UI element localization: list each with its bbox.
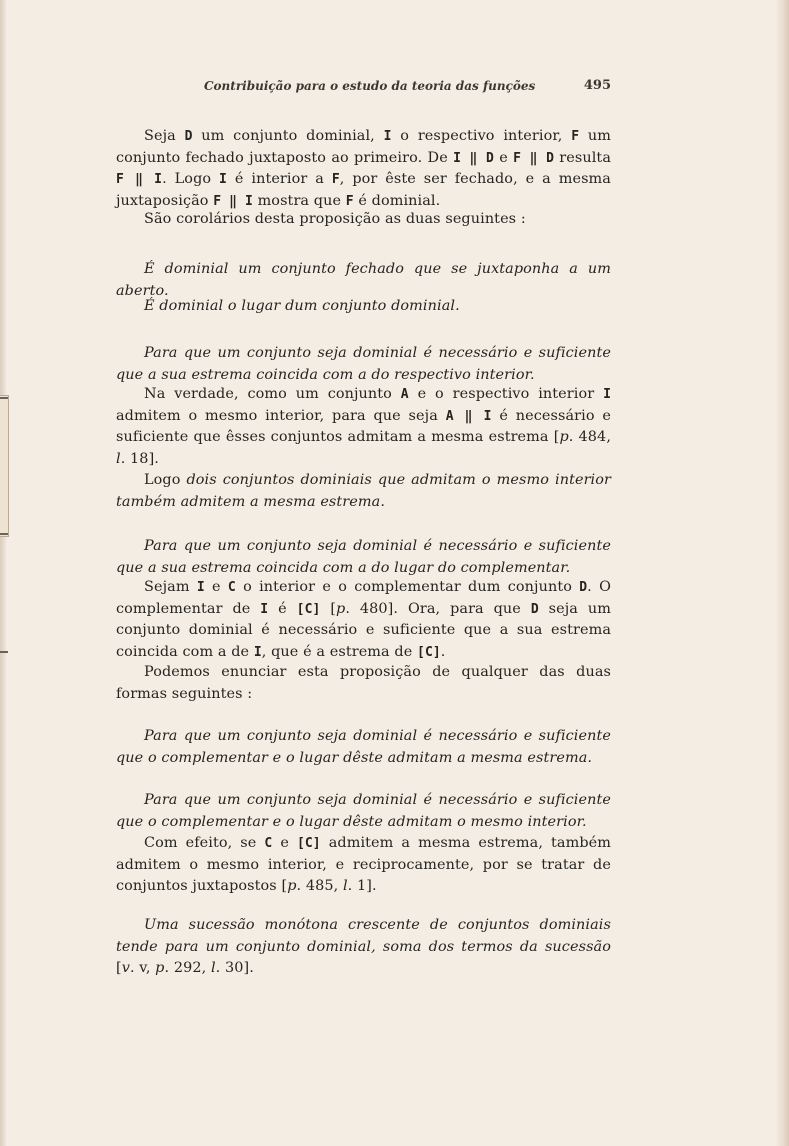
proposition-2: Para que um conjunto seja dominial é necessário e suficiente que a sua estrema coincida com a do lugar do complementar. (116, 538, 611, 576)
paragraph-5: Sejam I e C o interior e o complementar dum conjunto D. O complementar de I é [C] [p. 480]. Ora, para que D seja um conjunto dominial é necessário e suficiente que a sua estrema coincida com a de I, que é a estrema de [C]. (116, 579, 611, 661)
corollary-1: É dominial um conjunto fechado que se juxtaponha a um aberto. (116, 261, 611, 299)
page-left-edge (0, 0, 6, 1146)
paragraph-2: São corolários desta proposição as duas seguintes : (144, 211, 526, 227)
running-title: Contribuição para o estudo da teoria das funções (204, 79, 536, 93)
paragraph-4: Logo dois conjuntos dominiais que admitam o mesmo interior também admitem a mesma estrema. (116, 472, 611, 510)
proposition-3: Uma sucessão monótona crescente de conjuntos dominiais tende para um conjunto dominial, soma dos termos da sucessão [v. v, p. 292, l. 30]. (116, 917, 611, 977)
form-2: Para que um conjunto seja dominial é necessário e suficiente que o complementar e o lugar dêste admitam o mesmo interior. (116, 792, 611, 830)
running-header (116, 77, 611, 97)
margin-mark (0, 397, 8, 399)
paragraph-7: Com efeito, se C e [C] admitem a mesma estrema, também admitem o mesmo interior, e reciprocamente, por se tratar de conjuntos juxtapostos [p. 485, l. 1]. (116, 835, 611, 895)
page-right-edge (775, 0, 789, 1146)
paragraph-6: Podemos enunciar esta proposição de qualquer das duas formas seguintes : (116, 664, 611, 702)
paragraph-3: Na verdade, como um conjunto A e o respectivo interior I admitem o mesmo interior, para que seja A ‖ I é necessário e suficiente que êsses conjuntos admitam a mesma estrema [p. 484, l. 18]. (116, 386, 612, 468)
form-1: Para que um conjunto seja dominial é necessário e suficiente que o complementar e o lugar dêste admitam a mesma estrema. (116, 728, 611, 766)
margin-mark (0, 651, 8, 653)
margin-mark (0, 533, 8, 535)
paragraph-1: Seja D um conjunto dominial, I o respectivo interior, F um conjunto fechado juxtaposto ao primeiro. De I ‖ D e F ‖ D resulta F ‖ I. Logo I é interior a F, por êste ser fechado, e a mesma juxtaposição F ‖ I mostra que F é dominial. (116, 128, 612, 210)
corollary-2: É dominial o lugar dum conjunto dominial. (144, 298, 460, 314)
binding-tab (0, 395, 9, 537)
proposition-1: Para que um conjunto seja dominial é necessário e suficiente que a sua estrema coincida com a do respectivo interior. (116, 345, 611, 383)
page-number: 495 (583, 78, 611, 93)
